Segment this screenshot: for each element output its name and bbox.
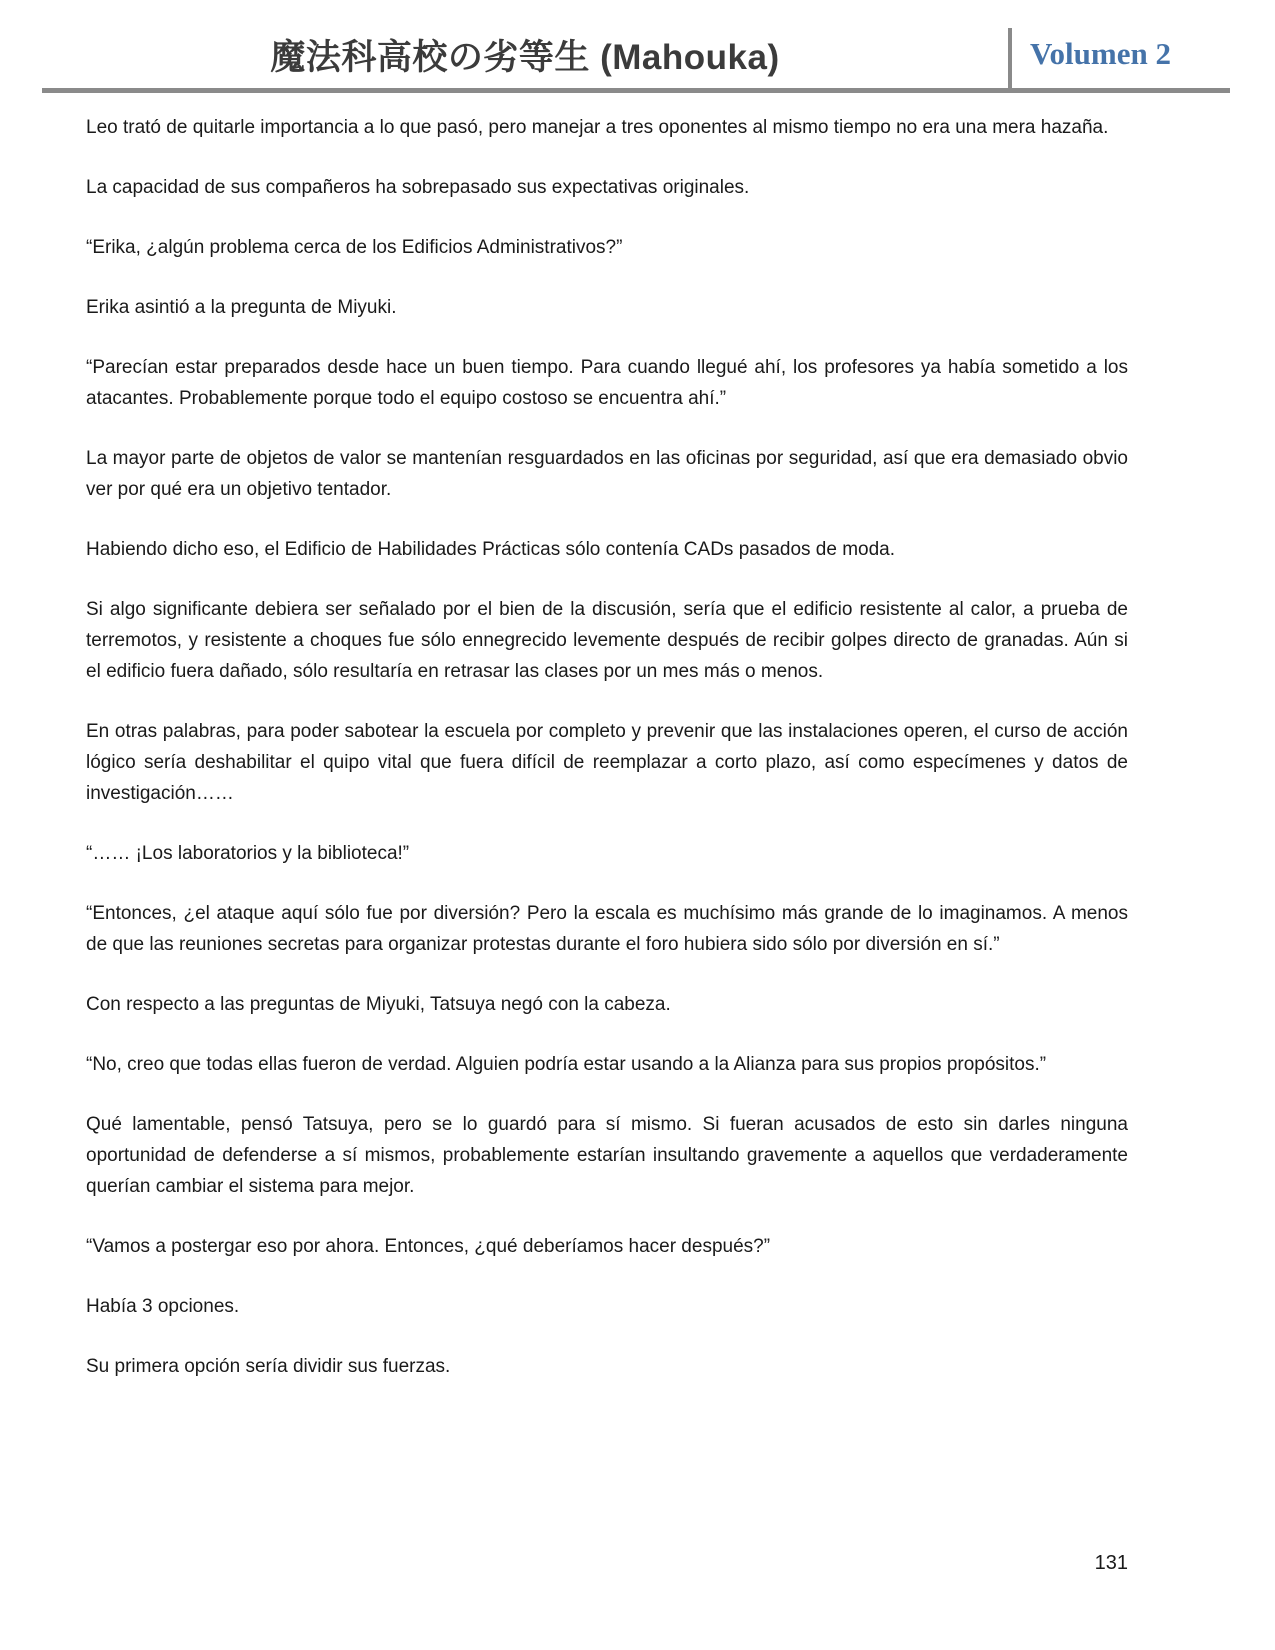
paragraph-13: “No, creo que todas ellas fueron de verdad. Alguien podría estar usando a la Alianza para sus propios propósitos.” [86,1054,1047,1075]
paragraph-2: La capacidad de sus compañeros ha sobrepasado sus expectativas originales. [86,177,750,198]
paragraph-11: “Entonces, ¿el ataque aquí sólo fue por diversión? Pero la escala es muchísimo más grande de lo imaginamos. A menos de que las reuniones secretas para organizar protestas durante el foro hubiera sido sólo por diversión en sí.” [86,903,1128,955]
paragraph-8: Si algo significante debiera ser señalado por el bien de la discusión, sería que el edificio resistente al calor, a prueba de terremotos, y resistente a choques fue sólo ennegrecido levemente después de recibir golpes directo de granadas. Aún si el edificio fuera dañado, sólo resultaría en retrasar las clases por un mes más o menos. [86,599,1128,682]
paragraph-3: “Erika, ¿algún problema cerca de los Edificios Administrativos?” [86,237,623,258]
page-header [42,0,1230,93]
paragraph-16: Había 3 opciones. [86,1296,240,1317]
paragraph-12: Con respecto a las preguntas de Miyuki, Tatsuya negó con la cabeza. [86,994,671,1015]
page-footer [86,1552,1128,1575]
volume-cell [1008,28,1230,88]
page-number: 131 [1094,1552,1128,1574]
paragraph-15: “Vamos a postergar eso por ahora. Entonces, ¿qué deberíamos hacer después?” [86,1236,771,1257]
paragraph-1: Leo trató de quitarle importancia a lo que pasó, pero manejar a tres oponentes al mismo tiempo no era una mera hazaña. [86,117,1109,138]
volume-label: Volumen 2 [1030,36,1171,71]
paragraph-6: La mayor parte de objetos de valor se mantenían resguardados en las oficinas por seguridad, así que era demasiado obvio ver por qué era un objetivo tentador. [86,448,1128,500]
paragraph-17: Su primera opción sería dividir sus fuerzas. [86,1356,451,1377]
paragraph-9: En otras palabras, para poder sabotear la escuela por completo y prevenir que las instalaciones operen, el curso de acción lógico sería deshabilitar el quipo vital que fuera difícil de reemplazar a corto plazo, así como especímenes y datos de investigación…… [86,721,1128,804]
header-row [42,0,1230,88]
paragraph-4: Erika asintió a la pregunta de Miyuki. [86,297,397,318]
paragraph-14: Qué lamentable, pensó Tatsuya, pero se lo guardó para sí mismo. Si fueran acusados de esto sin darles ninguna oportunidad de defenderse a sí mismos, probablemente estarían insultando gravemente a aquellos que verdaderamente querían cambiar el sistema para mejor. [86,1114,1128,1197]
paragraph-5: “Parecían estar preparados desde hace un buen tiempo. Para cuando llegué ahí, los profesores ya había sometido a los atacantes. Probablemente porque todo el equipo costoso se encuentra ahí.” [86,357,1128,409]
body-text [86,112,1128,1411]
header-rule [42,88,1230,93]
paragraph-10: “…… ¡Los laboratorios y la biblioteca!” [86,843,410,864]
book-title: 魔法科高校の劣等生 (Mahouka) [270,38,780,77]
paragraph-7: Habiendo dicho eso, el Edificio de Habilidades Prácticas sólo contenía CADs pasados de moda. [86,539,896,560]
